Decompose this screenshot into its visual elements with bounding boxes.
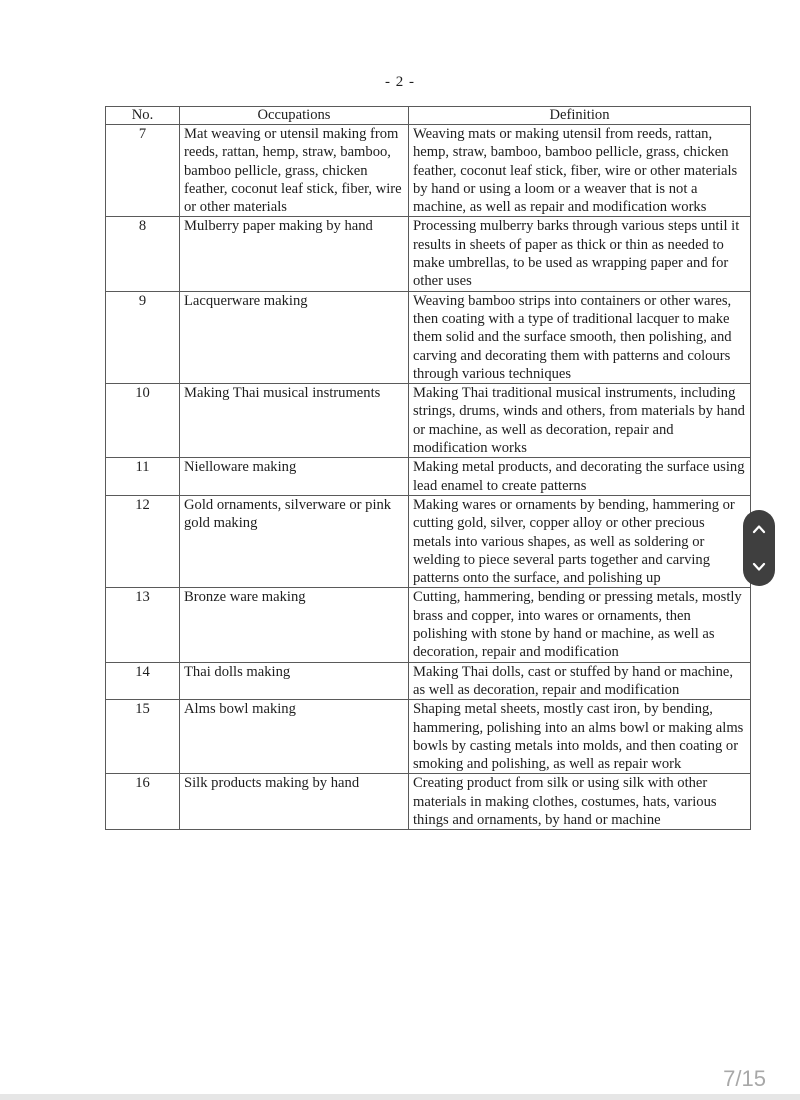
row-number: 16 <box>106 774 180 830</box>
page-indicator: 7/15 <box>723 1066 766 1091</box>
definition-cell: Weaving bamboo strips into containers or other wares, then coating with a type of traditional lacquer to make them solid and the surface smooth, then polishing, and carving and decorating them with patterns and colours through various techniques <box>409 291 751 383</box>
occupation-cell: Nielloware making <box>180 458 409 496</box>
bottom-bar <box>0 1094 800 1100</box>
definition-cell: Making Thai traditional musical instruments, including strings, drums, winds and others, from materials by hand or machine, as well as decoration, repair and modification works <box>409 384 751 458</box>
table-row <box>106 662 751 700</box>
row-number: 8 <box>106 217 180 291</box>
table-row <box>106 458 751 496</box>
chevron-down-icon <box>751 559 767 575</box>
table-row <box>106 700 751 774</box>
occupation-cell: Gold ornaments, silverware or pink gold making <box>180 495 409 587</box>
table-row <box>106 217 751 291</box>
definition-cell: Cutting, hammering, bending or pressing metals, mostly brass and copper, into wares or ornaments, then polishing with stone by hand or machine, as well as decoration, repair and modification <box>409 588 751 662</box>
occupations-table <box>105 106 751 830</box>
occupation-cell: Thai dolls making <box>180 662 409 700</box>
column-header-occupations: Occupations <box>180 107 409 125</box>
page-nav-control <box>743 510 775 586</box>
definition-cell: Making metal products, and decorating the surface using lead enamel to create patterns <box>409 458 751 496</box>
table-row <box>106 774 751 830</box>
definition-cell: Making Thai dolls, cast or stuffed by hand or machine, as well as decoration, repair and modification <box>409 662 751 700</box>
definition-cell: Weaving mats or making utensil from reeds, rattan, hemp, straw, bamboo, bamboo pellicle, grass, chicken feather, coconut leaf stick, fiber, wire or other materials by hand or using a loom or a weaver that is not a machine, as well as repair and modification works <box>409 125 751 217</box>
page-number: - 2 - <box>385 74 415 90</box>
definition-cell: Making wares or ornaments by bending, hammering or cutting gold, silver, copper alloy or other precious metals into various shapes, as well as soldering or welding to piece several parts together and carving patterns onto the surface, and polishing up <box>409 495 751 587</box>
row-number: 12 <box>106 495 180 587</box>
row-number: 7 <box>106 125 180 217</box>
definition-cell: Processing mulberry barks through various steps until it results in sheets of paper as thick or thin as needed to make umbrellas, to be used as wrapping paper and for other uses <box>409 217 751 291</box>
table-row <box>106 495 751 587</box>
column-header-no: No. <box>106 107 180 125</box>
occupation-cell: Bronze ware making <box>180 588 409 662</box>
row-number: 9 <box>106 291 180 383</box>
occupation-cell: Lacquerware making <box>180 291 409 383</box>
table-row <box>106 384 751 458</box>
previous-page-button[interactable] <box>743 511 775 547</box>
row-number: 14 <box>106 662 180 700</box>
table-row <box>106 125 751 217</box>
row-number: 15 <box>106 700 180 774</box>
column-header-definition: Definition <box>409 107 751 125</box>
next-page-button[interactable] <box>743 549 775 585</box>
occupation-cell: Silk products making by hand <box>180 774 409 830</box>
occupation-cell: Mat weaving or utensil making from reeds, rattan, hemp, straw, bamboo, bamboo pellicle, grass, chicken feather, coconut leaf stick, fiber, wire or other materials <box>180 125 409 217</box>
definition-cell: Shaping metal sheets, mostly cast iron, by bending, hammering, polishing into an alms bowl or making alms bowls by casting metals into molds, and then coating or smoking and polishing, as well as repair work <box>409 700 751 774</box>
table-row <box>106 588 751 662</box>
row-number: 11 <box>106 458 180 496</box>
row-number: 13 <box>106 588 180 662</box>
table-header-row <box>106 107 751 125</box>
table-row <box>106 291 751 383</box>
chevron-up-icon <box>751 521 767 537</box>
occupation-cell: Alms bowl making <box>180 700 409 774</box>
row-number: 10 <box>106 384 180 458</box>
occupation-cell: Mulberry paper making by hand <box>180 217 409 291</box>
occupation-cell: Making Thai musical instruments <box>180 384 409 458</box>
definition-cell: Creating product from silk or using silk with other materials in making clothes, costumes, hats, various things and ornaments, by hand or machine <box>409 774 751 830</box>
